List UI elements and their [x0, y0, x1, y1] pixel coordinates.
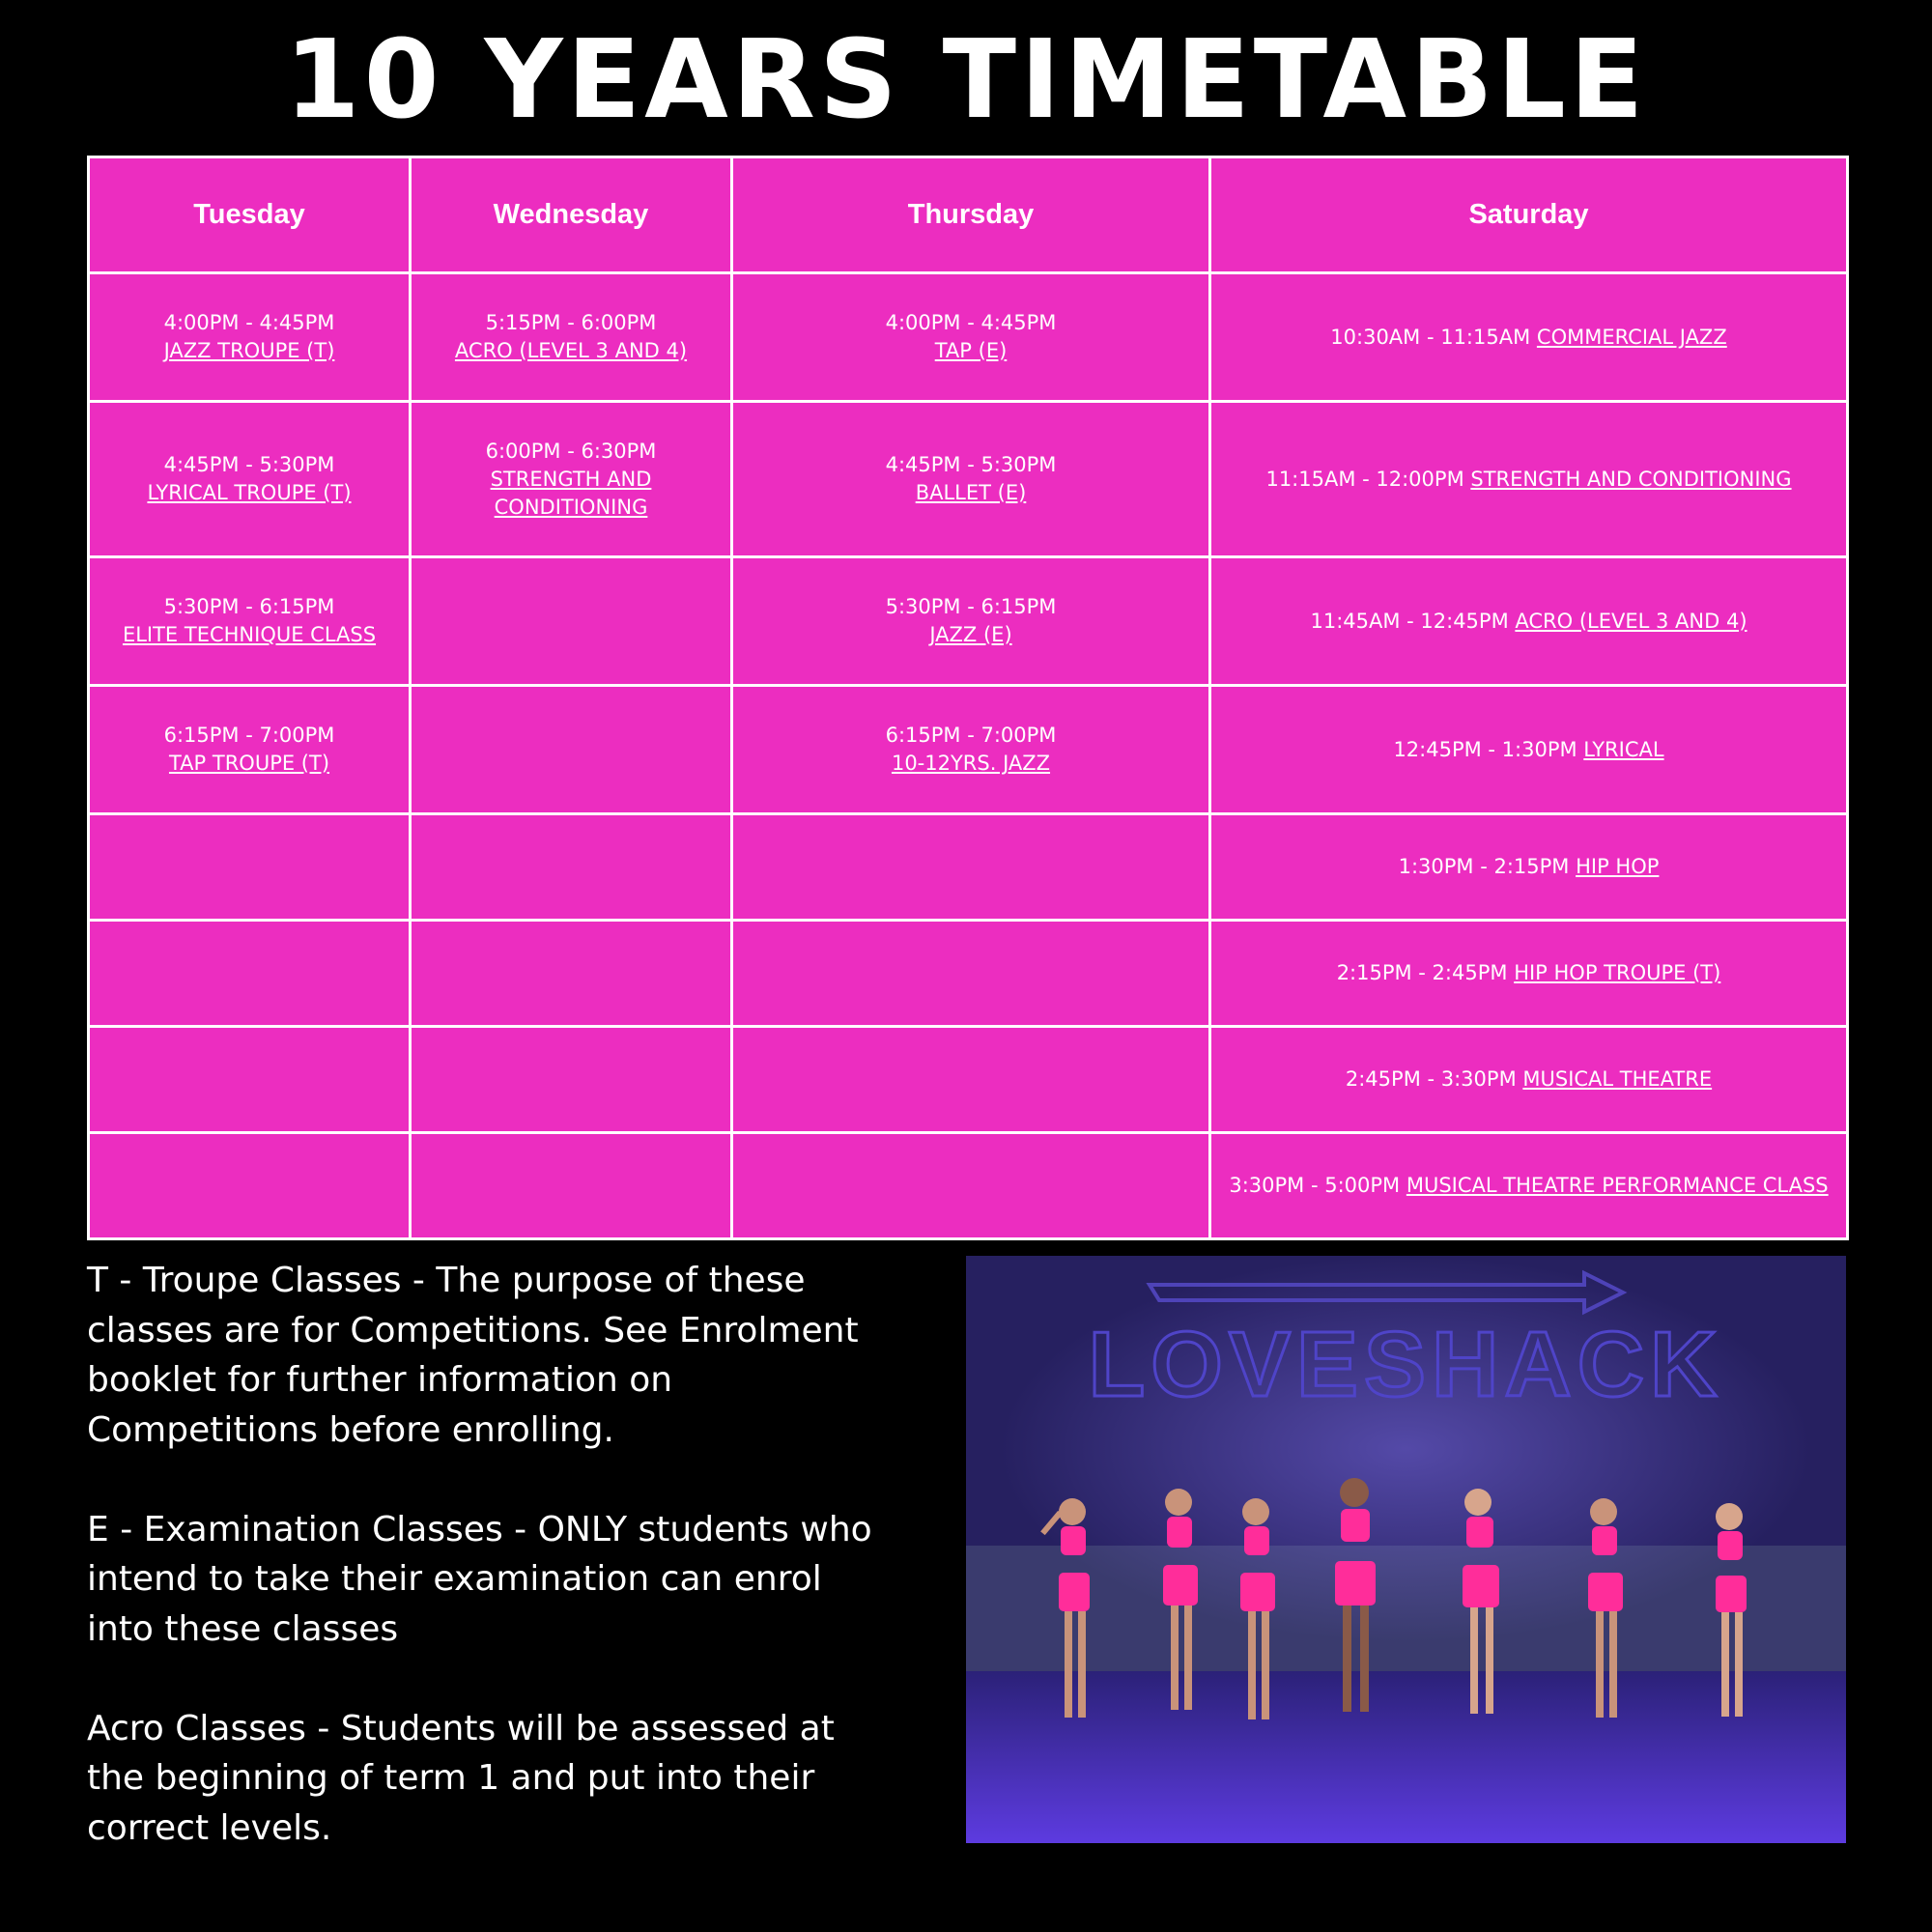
timetable-row: [89, 921, 1848, 1027]
class-time: 2:15PM - 2:45PM: [1336, 961, 1508, 984]
timetable-cell-tuesday: [89, 1133, 411, 1239]
class-link[interactable]: HIP HOP: [1576, 855, 1660, 878]
class-link[interactable]: 10-12YRS. JAZZ: [891, 752, 1051, 775]
page-title: 10 YEARS TIMETABLE: [284, 17, 1648, 143]
timetable-cell-wednesday: [411, 273, 732, 402]
notes: [87, 1256, 889, 1903]
class-link[interactable]: MUSICAL THEATRE PERFORMANCE CLASS: [1406, 1174, 1829, 1197]
timetable-cell-wednesday: [411, 921, 732, 1027]
class-time: 5:30PM - 6:15PM: [163, 595, 335, 618]
class-time: 6:15PM - 7:00PM: [885, 724, 1057, 747]
class-time: 11:45AM - 12:45PM: [1310, 609, 1509, 633]
class-time: 2:45PM - 3:30PM: [1345, 1067, 1517, 1091]
timetable-cell-thursday: [732, 814, 1210, 921]
timetable-cell-wednesday: [411, 1027, 732, 1133]
dance-performance-photo: [966, 1256, 1846, 1843]
day-header-saturday: Saturday: [1210, 157, 1848, 273]
class-time: 5:30PM - 6:15PM: [885, 595, 1057, 618]
timetable-cell-thursday: [732, 686, 1210, 814]
note-examination: E - Examination Classes - ONLY students who intend to take their examination can enrol into these classes: [87, 1509, 872, 1649]
class-link[interactable]: JAZZ (E): [929, 623, 1012, 646]
timetable-cell-thursday: [732, 402, 1210, 557]
timetable-cell-wednesday: [411, 402, 732, 557]
class-time: 6:00PM - 6:30PM: [485, 439, 657, 463]
class-link[interactable]: ELITE TECHNIQUE CLASS: [122, 623, 377, 646]
timetable-cell-saturday: [1210, 273, 1848, 402]
timetable-cell-thursday: [732, 557, 1210, 686]
timetable-cell-saturday: [1210, 814, 1848, 921]
timetable-cell-wednesday: [411, 557, 732, 686]
class-link[interactable]: JAZZ TROUPE (T): [163, 339, 335, 362]
timetable-cell-tuesday: [89, 686, 411, 814]
class-link[interactable]: TAP (E): [934, 339, 1008, 362]
day-header-thursday: Thursday: [732, 157, 1210, 273]
timetable-cell-thursday: [732, 1133, 1210, 1239]
class-time: 4:00PM - 4:45PM: [885, 311, 1057, 334]
sign-text: LOVESHACK: [1088, 1313, 1723, 1416]
class-link[interactable]: TAP TROUPE (T): [168, 752, 330, 775]
class-link[interactable]: ACRO (LEVEL 3 AND 4): [454, 339, 688, 362]
timetable-cell-tuesday: [89, 814, 411, 921]
timetable-cell-tuesday: [89, 402, 411, 557]
note-acro: Acro Classes - Students will be assessed at the beginning of term 1 and put into their correct levels.: [87, 1708, 835, 1848]
timetable-cell-saturday: [1210, 921, 1848, 1027]
timetable-row: [89, 1027, 1848, 1133]
class-link[interactable]: LYRICAL TROUPE (T): [147, 481, 352, 504]
timetable-cell-wednesday: [411, 686, 732, 814]
class-time: 3:30PM - 5:00PM: [1229, 1174, 1401, 1197]
class-time: 4:45PM - 5:30PM: [163, 453, 335, 476]
class-link[interactable]: HIP HOP TROUPE (T): [1514, 961, 1721, 984]
timetable-row: [89, 402, 1848, 557]
class-link[interactable]: STRENGTH AND CONDITIONING: [490, 467, 652, 519]
timetable-row: [89, 814, 1848, 921]
timetable-row: [89, 686, 1848, 814]
class-time: 1:30PM - 2:15PM: [1398, 855, 1570, 878]
class-time: 11:15AM - 12:00PM: [1265, 467, 1464, 491]
class-time: 12:45PM - 1:30PM: [1393, 737, 1577, 761]
class-time: 10:30AM - 11:15AM: [1330, 325, 1531, 349]
timetable-cell-thursday: [732, 1027, 1210, 1133]
note-troupe: T - Troupe Classes - The purpose of these classes are for Competitions. See Enrolment booklet for further information on Competitions before enrolling.: [87, 1261, 859, 1450]
timetable-cell-tuesday: [89, 921, 411, 1027]
timetable-cell-wednesday: [411, 814, 732, 921]
class-link[interactable]: COMMERCIAL JAZZ: [1536, 325, 1727, 349]
timetable-cell-tuesday: [89, 1027, 411, 1133]
timetable-cell-saturday: [1210, 1027, 1848, 1133]
day-header-wednesday: Wednesday: [411, 157, 732, 273]
timetable-header-row: [89, 157, 1848, 273]
timetable-cell-thursday: [732, 273, 1210, 402]
timetable-cell-wednesday: [411, 1133, 732, 1239]
class-link[interactable]: LYRICAL: [1583, 737, 1664, 761]
timetable-cell-saturday: [1210, 1133, 1848, 1239]
class-time: 5:15PM - 6:00PM: [485, 311, 657, 334]
class-time: 4:45PM - 5:30PM: [885, 453, 1057, 476]
timetable-body: [89, 273, 1848, 1239]
timetable: [87, 156, 1849, 1240]
timetable-row: [89, 1133, 1848, 1239]
timetable-cell-tuesday: [89, 273, 411, 402]
stage-illustration: [966, 1256, 1846, 1843]
timetable-cell-saturday: [1210, 402, 1848, 557]
class-link[interactable]: BALLET (E): [915, 481, 1027, 504]
timetable-cell-saturday: [1210, 557, 1848, 686]
class-link[interactable]: ACRO (LEVEL 3 AND 4): [1515, 609, 1747, 633]
timetable-row: [89, 273, 1848, 402]
class-time: 6:15PM - 7:00PM: [163, 724, 335, 747]
timetable-cell-thursday: [732, 921, 1210, 1027]
timetable-row: [89, 557, 1848, 686]
class-link[interactable]: MUSICAL THEATRE: [1522, 1067, 1713, 1091]
timetable-cell-saturday: [1210, 686, 1848, 814]
class-time: 4:00PM - 4:45PM: [163, 311, 335, 334]
day-header-tuesday: Tuesday: [89, 157, 411, 273]
timetable-cell-tuesday: [89, 557, 411, 686]
class-link[interactable]: STRENGTH AND CONDITIONING: [1470, 467, 1792, 491]
